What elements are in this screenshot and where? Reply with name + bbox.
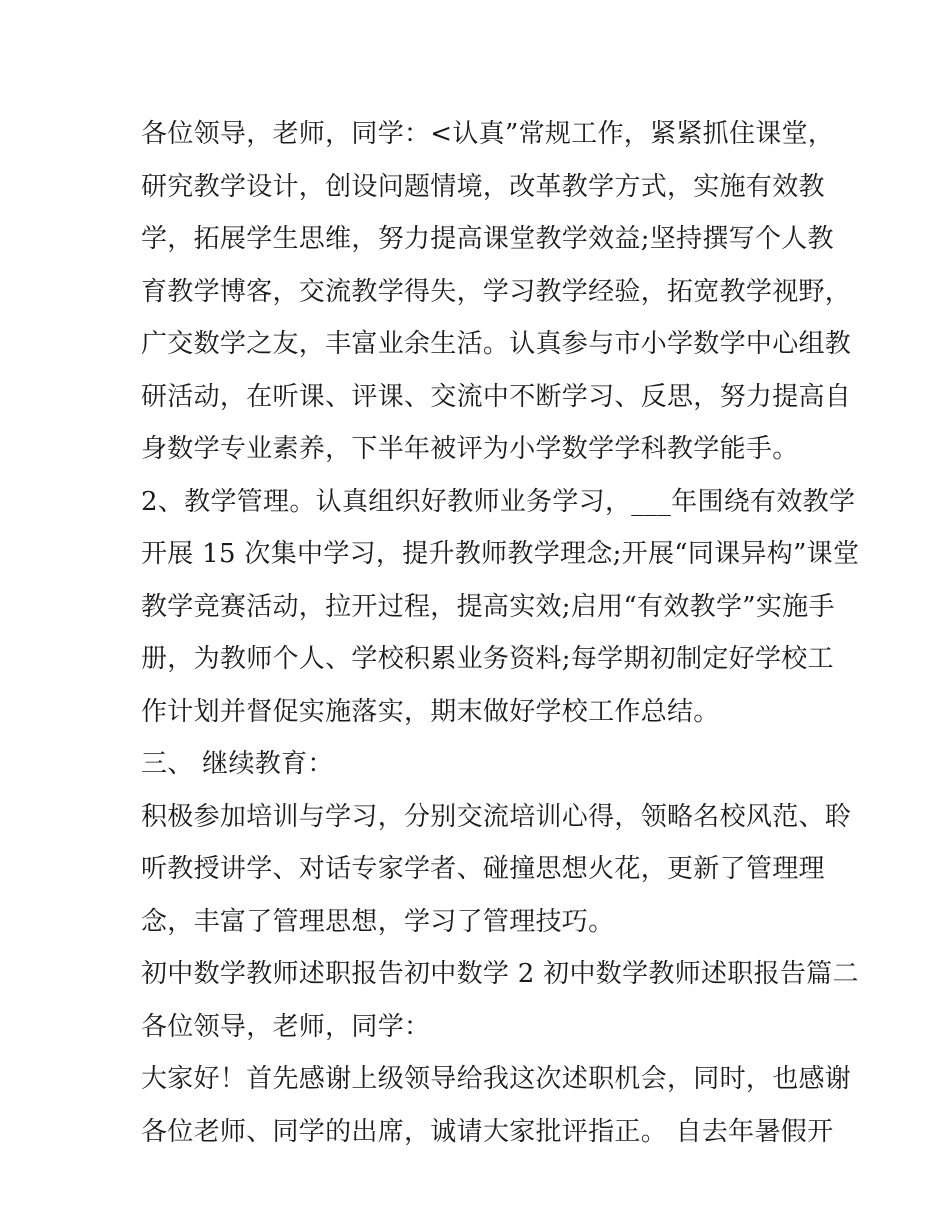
text-line: 开展 15 次集中学习，提升教师教学理念;开展“同课异构”课堂 xyxy=(141,539,860,569)
text-line: 研究教学设计，创设问题情境，改革教学方式，实施有效教 xyxy=(141,171,825,202)
text-line: 大家好！首先感谢上级领导给我这次述职机会，同时，也感谢 xyxy=(141,1064,852,1094)
section-heading: 三、 继续教育： xyxy=(141,749,334,779)
text-line: 积极参加培训与学习，分别交流培训心得，领略名校风范、聆 xyxy=(141,801,852,832)
document-title-line: 初中数学教师述职报告初中数学 2 初中数学教师述职报告篇二 xyxy=(141,959,859,989)
text-line: 育教学博客，交流教学得失，学习教学经验，拓宽教学视野， xyxy=(141,276,852,307)
text-line: 身数学专业素养，下半年被评为小学数学学科教学能手。 xyxy=(141,434,799,464)
text-line: 各位老师、同学的出席，诚请大家批评指正。 自去年暑假开 xyxy=(141,1116,834,1147)
text-line: 念，丰富了管理思想，学习了管理技巧。 xyxy=(141,906,615,937)
text-line: 广交数学之友，丰富业余生活。认真参与市小学数学中心组教 xyxy=(141,329,852,359)
text-line: 学，拓展学生思维，努力提高课堂教学效益;坚持撰写个人教 xyxy=(141,224,834,254)
text-line: 2、教学管理。认真组织好教师业务学习，___年围绕有效教学 xyxy=(141,486,856,517)
text-line: 各位领导，老师，同学：<认真”常规工作，紧紧抓住课堂， xyxy=(141,119,835,149)
text-line: 听教授讲学、对话专家学者、碰撞思想火花，更新了管理理 xyxy=(141,854,825,884)
salutation-line: 各位领导，老师，同学： xyxy=(141,1011,431,1042)
text-line: 作计划并督促实施落实，期末做好学校工作总结。 xyxy=(141,696,720,727)
text-line: 教学竞赛活动，拉开过程，提高实效;启用“有效教学”实施手 xyxy=(141,591,835,622)
text-line: 册，为教师个人、学校积累业务资料;每学期初制定好学校工 xyxy=(141,644,834,674)
text-line: 研活动，在听课、评课、交流中不断学习、反思，努力提高自 xyxy=(141,381,852,412)
document-body xyxy=(141,108,860,1158)
